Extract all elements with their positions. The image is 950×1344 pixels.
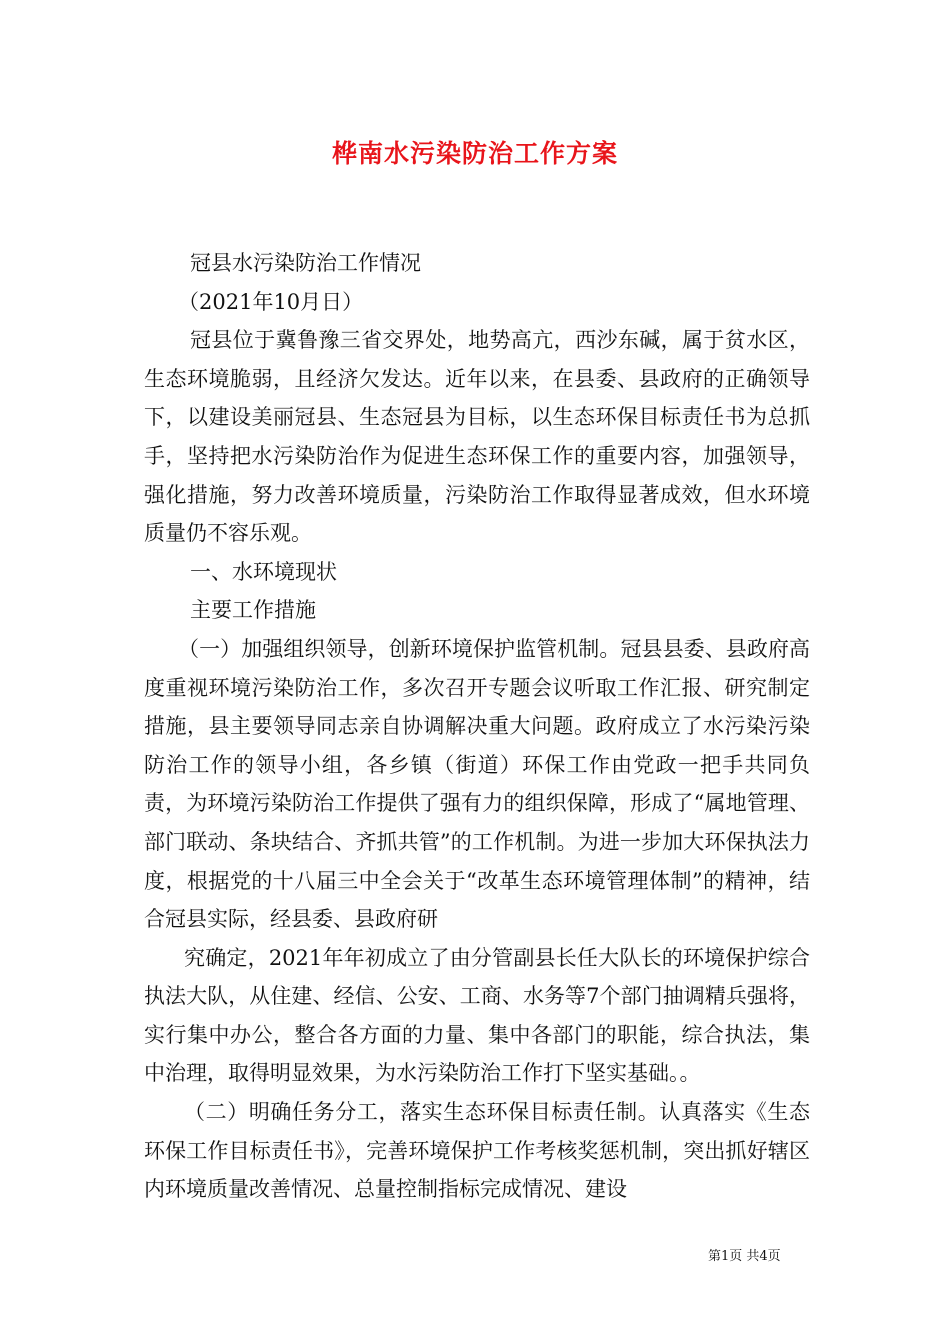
body-paragraph: 冠县位于冀鲁豫三省交界处，地势高亢，西沙东碱，属于贫水区，生态环境脆弱，且经济欠发达。近年以来，在县委、县政府的正确领导下，以建设美丽冠县、生态冠县为目标，以生态环保目标责任书为总抓手，坚持把水污染防治作为促进生态环保工作的重要内容，加强领导，强化措施，努力改善环境质量，污染防治工作取得显著成效，但水环境质量仍不容乐观。 <box>144 328 810 546</box>
document-body <box>144 244 810 1209</box>
page-number: 第1页 共4页 <box>708 1249 781 1264</box>
body-paragraph: （二）明确任务分工，落实生态环保目标责任制。认真落实《生态环保工作目标责任书》，完善环境保护工作考核奖惩机制，突出抓好辖区内环境质量改善情况、总量控制指标完成情况、建设 <box>144 1100 810 1202</box>
section-heading: 冠县水污染防治工作情况 <box>190 251 421 275</box>
section-heading: 一、水环境现状 <box>190 559 337 584</box>
date-line: （2021年10月日） <box>178 289 364 314</box>
body-paragraph: 究确定，2021年年初成立了由分管副县长任大队长的环境保护综合执法大队，从住建、经信、公安、工商、水务等7个部门抽调精兵强将，实行集中办公，整合各方面的力量、集中各部门的职能，综合执法，集中治理，取得明显效果，为水污染防治工作打下坚实基础。。 <box>144 945 810 1086</box>
section-heading: 主要工作措施 <box>190 598 316 623</box>
body-paragraph: （一）加强组织领导，创新环境保护监管机制。冠县县委、县政府高度重视环境污染防治工作，多次召开专题会议听取工作汇报、研究制定措施，县主要领导同志亲自协调解决重大问题。政府成立了水污染污染防治工作的领导小组，各乡镇（街道）环保工作由党政一把手共同负责，为环境污染防治工作提供了强有力的组织保障，形成了“属地管理、部门联动、条块结合、齐抓共管”的工作机制。为进一步加大环保执法力度，根据党的十八届三中全会关于“改革生态环境管理体制”的精神，结合冠县实际，经县委、县政府研 <box>144 636 810 932</box>
document-title: 桦南水污染防治工作方案 <box>331 139 618 168</box>
